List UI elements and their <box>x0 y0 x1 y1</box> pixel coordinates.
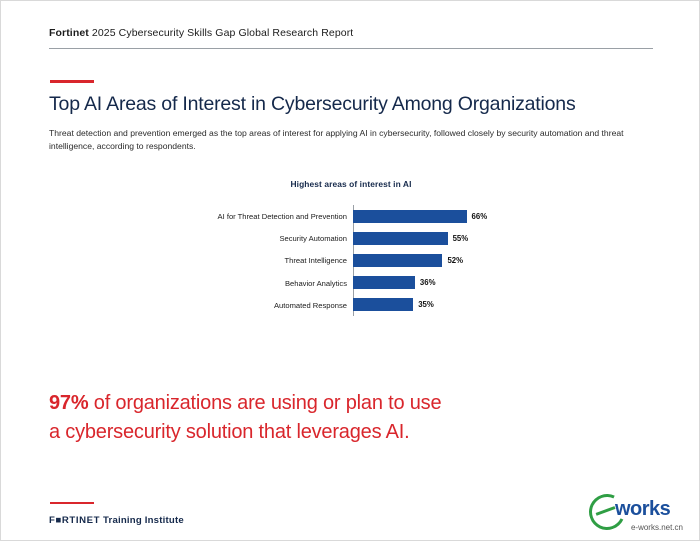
header-title <box>49 27 653 39</box>
chart-bar-row <box>353 249 521 271</box>
chart-bar-row <box>353 227 521 249</box>
chart-bar-value: 66% <box>471 211 488 221</box>
watermark-subtext: e-works.net.cn <box>630 523 683 532</box>
chart-bar-row <box>353 272 521 294</box>
chart-bar <box>353 276 415 289</box>
page-header <box>49 27 653 49</box>
header-subtitle-text: 2025 Cybersecurity Skills Gap Global Research Report <box>88 27 354 39</box>
page-subtitle: Threat detection and prevention emerged as the top areas of interest for applying AI in cybersecurity, followed closely by security automation and threat intelligence, according to respondents. <box>49 128 624 151</box>
footer-brand-sub: Training Institute <box>102 515 184 526</box>
footer-accent-rule <box>50 502 94 504</box>
chart-category-label: AI for Threat Detection and Prevention <box>217 212 347 221</box>
chart-bars <box>181 205 521 316</box>
chart-bar-row-inner <box>353 298 521 311</box>
chart-bar-value: 35% <box>418 300 434 310</box>
page-title: Top AI Areas of Interest in Cybersecurity Among Organizations <box>49 93 576 115</box>
chart-bar-value: 55% <box>452 233 469 243</box>
chart-bar-row <box>353 294 521 316</box>
chart-bar-value: 52% <box>447 255 464 265</box>
chart-category-label: Threat Intelligence <box>284 256 347 266</box>
header-brand: Fortinet <box>49 27 89 39</box>
chart-category-label: Automated Response <box>273 300 347 310</box>
chart-bar <box>353 254 442 267</box>
chart-bar-row-inner <box>353 210 521 223</box>
watermark-text: works <box>615 498 671 520</box>
callout-text: of organizations are using or plan to use a cybersecurity solution that leverages AI. <box>49 392 442 443</box>
fortinet-logo: F■RTINET <box>49 515 101 526</box>
callout-percent: 97% <box>49 392 89 414</box>
chart-bar <box>353 210 467 223</box>
accent-bar <box>50 80 94 83</box>
callout-statistic <box>49 389 449 447</box>
chart-title: Highest areas of interest in AI <box>290 179 412 189</box>
chart-bar-value: 36% <box>419 278 436 288</box>
chart-bar-row-inner <box>353 254 521 267</box>
chart-bar <box>353 298 413 311</box>
chart-bar <box>353 232 448 245</box>
chart-bar-row <box>353 205 521 227</box>
footer-brand <box>49 515 184 526</box>
watermark <box>589 492 685 532</box>
chart-bar-row-inner <box>353 232 521 245</box>
chart-container <box>181 179 521 316</box>
chart-category-label: Behavior Analytics <box>284 278 347 288</box>
header-divider <box>49 48 653 49</box>
chart-category-label: Security Automation <box>279 234 347 244</box>
chart-bar-row-inner <box>353 276 521 289</box>
